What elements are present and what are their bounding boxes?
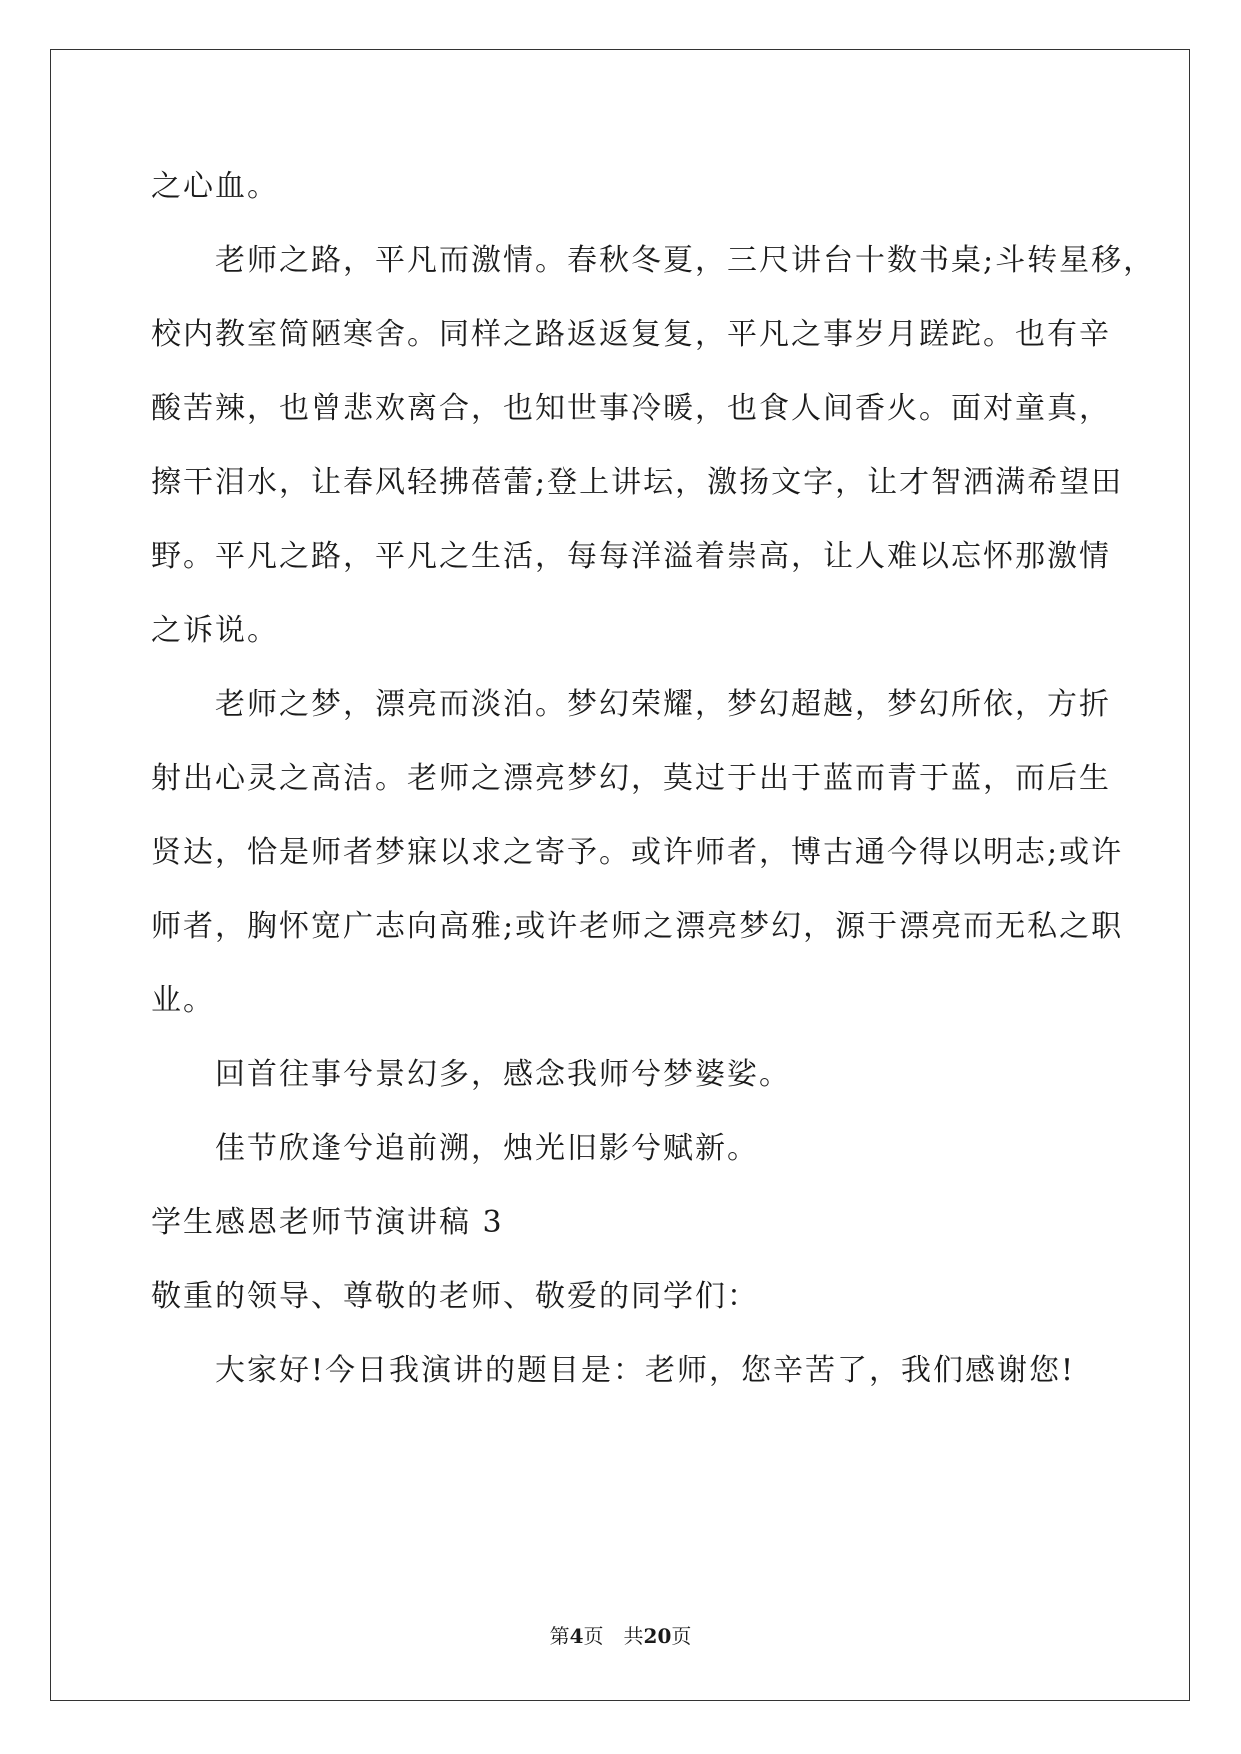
text-line: 射出心灵之高洁。老师之漂亮梦幻，莫过于出于蓝而青于蓝，而后生 <box>151 761 1111 796</box>
text-line: 酸苦辣，也曾悲欢离合，也知世事冷暖，也食人间香火。面对童真， <box>151 391 1111 426</box>
text-line: 之心血。 <box>151 169 279 204</box>
section-heading: 学生感恩老师节演讲稿 3 <box>151 1205 504 1240</box>
text-line: 擦干泪水，让春风轻拂蓓蕾;登上讲坛，激扬文字，让才智洒满希望田 <box>151 465 1124 500</box>
current-page-number: 4 <box>569 1624 584 1648</box>
text-line: 野。平凡之路，平凡之生活，每每洋溢着崇高，让人难以忘怀那激情 <box>151 539 1111 574</box>
footer-page-unit: 页 <box>583 1624 604 1648</box>
salutation: 敬重的领导、尊敬的老师、敬爱的同学们： <box>151 1279 759 1314</box>
footer-total-unit: 页 <box>671 1624 692 1648</box>
text-line: 校内教室简陋寒舍。同样之路返返复复，平凡之事岁月蹉跎。也有辛 <box>151 317 1111 352</box>
page-footer <box>0 1620 1241 1649</box>
verse-line: 佳节欣逢兮追前溯，烛光旧影兮赋新。 <box>215 1131 759 1166</box>
paragraph-start: 老师之路，平凡而激情。春秋冬夏，三尺讲台十数书桌;斗转星移， <box>215 243 1156 278</box>
text-line: 之诉说。 <box>151 613 279 648</box>
document-body <box>151 150 1156 1408</box>
footer-total-prefix: 共 <box>623 1624 644 1648</box>
paragraph-start: 老师之梦，漂亮而淡泊。梦幻荣耀，梦幻超越，梦幻所依，方折 <box>215 687 1111 722</box>
total-pages-number: 20 <box>643 1624 672 1648</box>
paragraph-start: 大家好!今日我演讲的题目是：老师，您辛苦了，我们感谢您! <box>215 1353 1076 1388</box>
text-line: 贤达，恰是师者梦寐以求之寄予。或许师者，博古通今得以明志;或许 <box>151 835 1124 870</box>
footer-prefix: 第 <box>549 1624 570 1648</box>
text-line: 师者，胸怀宽广志向高雅;或许老师之漂亮梦幻，源于漂亮而无私之职 <box>151 909 1124 944</box>
verse-line: 回首往事兮景幻多，感念我师兮梦婆娑。 <box>215 1057 791 1092</box>
text-line: 业。 <box>151 983 215 1018</box>
